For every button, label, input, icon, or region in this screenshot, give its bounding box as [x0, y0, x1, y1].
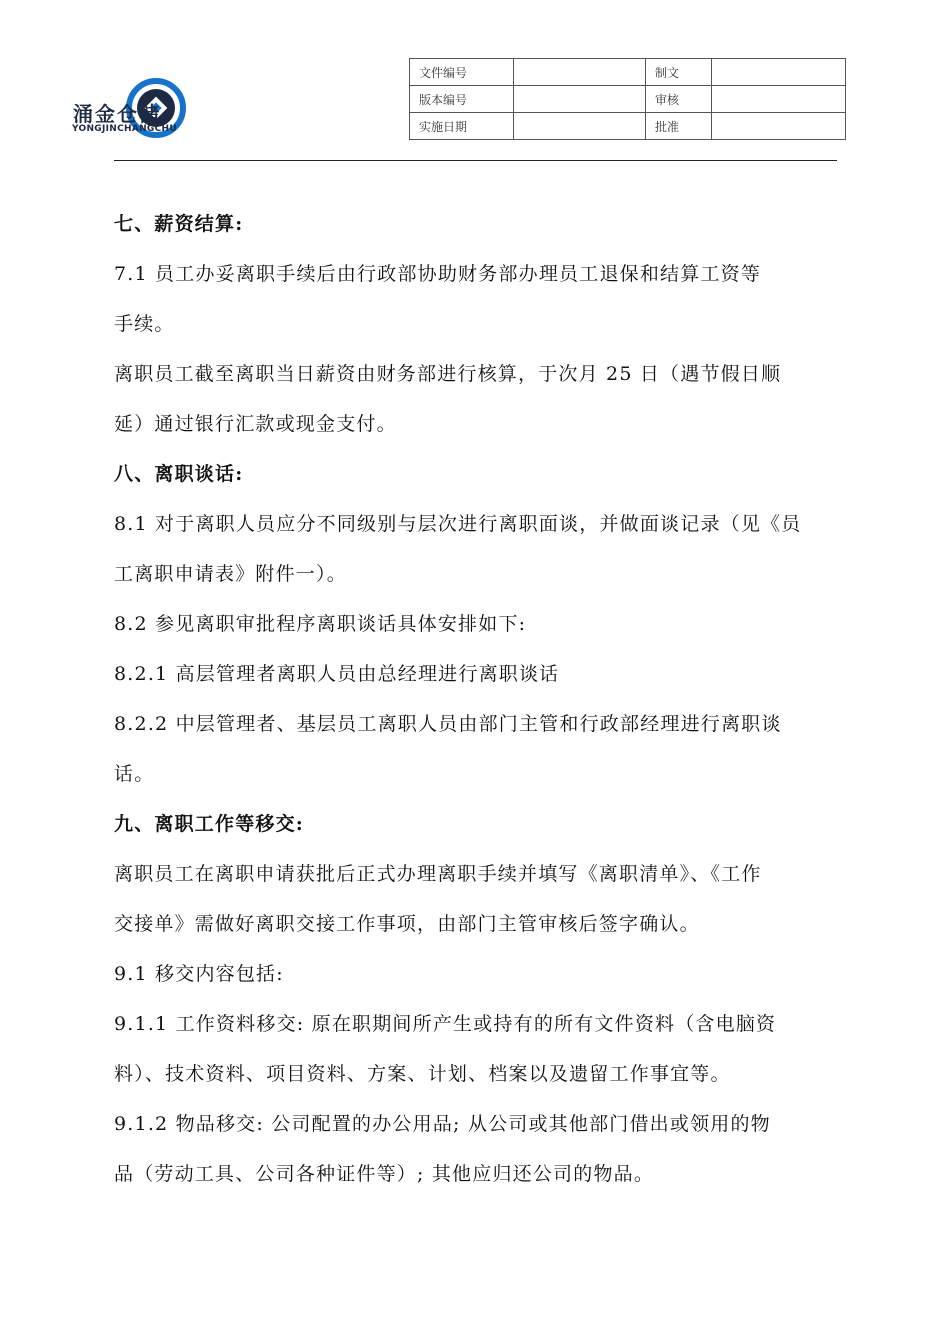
section-heading-handover: 九、离职工作等移交:	[114, 813, 305, 835]
logo-chinese-name: 涌金仓储	[73, 102, 161, 126]
paragraph-line: 离职员工在离职申请获批后正式办理离职手续并填写《离职清单》、《工作	[114, 863, 762, 885]
meta-value-review	[712, 86, 846, 113]
document-body	[114, 199, 838, 1199]
paragraph-line: 话。	[114, 763, 155, 785]
header-divider	[114, 160, 837, 161]
paragraph-line: 交接单》需做好离职交接工作事项，由部门主管审核后签字确认。	[114, 913, 700, 935]
meta-value-doc-number	[514, 59, 646, 86]
meta-value-approval	[712, 113, 846, 140]
paragraph-line: 7.1 员工办妥离职手续后由行政部协助财务部办理员工退保和结算工资等	[114, 263, 762, 285]
section-heading-salary: 七、薪资结算:	[114, 213, 244, 235]
meta-label-review: 审核	[646, 86, 712, 113]
meta-label-approval: 批准	[646, 113, 712, 140]
paragraph-line: 8.2 参见离职审批程序离职谈话具体安排如下:	[114, 613, 527, 635]
paragraph-line: 离职员工截至离职当日薪资由财务部进行核算，于次月 25 日（遇节假日顺	[114, 363, 782, 385]
meta-value-drafted	[712, 59, 846, 86]
document-meta-table	[409, 58, 846, 140]
section-heading-exit-interview: 八、离职谈话:	[114, 463, 244, 485]
paragraph-line: 9.1.1 工作资料移交: 原在职期间所产生或持有的所有文件资料（含电脑资	[114, 1013, 777, 1035]
paragraph-line: 9.1 移交内容包括:	[114, 963, 284, 985]
paragraph-line: 9.1.2 物品移交: 公司配置的办公用品; 从公司或其他部门借出或领用的物	[114, 1113, 771, 1135]
meta-label-effective-date: 实施日期	[410, 113, 514, 140]
paragraph-line: 品（劳动工具、公司各种证件等）; 其他应归还公司的物品。	[114, 1163, 655, 1185]
meta-label-drafted: 制文	[646, 59, 712, 86]
meta-value-effective-date	[514, 113, 646, 140]
meta-value-version	[514, 86, 646, 113]
meta-label-version: 版本编号	[410, 86, 514, 113]
paragraph-line: 工离职申请表》附件一）。	[114, 563, 347, 585]
meta-label-doc-number: 文件编号	[410, 59, 514, 86]
paragraph-line: 料）、技术资料、项目资料、方案、计划、档案以及遗留工作事宜等。	[114, 1063, 731, 1085]
meta-row	[410, 86, 846, 113]
logo-english-name: YONGJINCHANGCHU	[72, 124, 177, 134]
paragraph-line: 8.2.1 高层管理者离职人员由总经理进行离职谈话	[114, 663, 560, 685]
paragraph-line: 8.2.2 中层管理者、基层员工离职人员由部门主管和行政部经理进行离职谈	[114, 713, 782, 735]
meta-row	[410, 113, 846, 140]
paragraph-line: 延）通过银行汇款或现金支付。	[114, 413, 397, 435]
paragraph-line: 手续。	[114, 313, 175, 335]
paragraph-line: 8.1 对于离职人员应分不同级别与层次进行离职面谈，并做面谈记录（见《员	[114, 513, 802, 535]
meta-row	[410, 59, 846, 86]
